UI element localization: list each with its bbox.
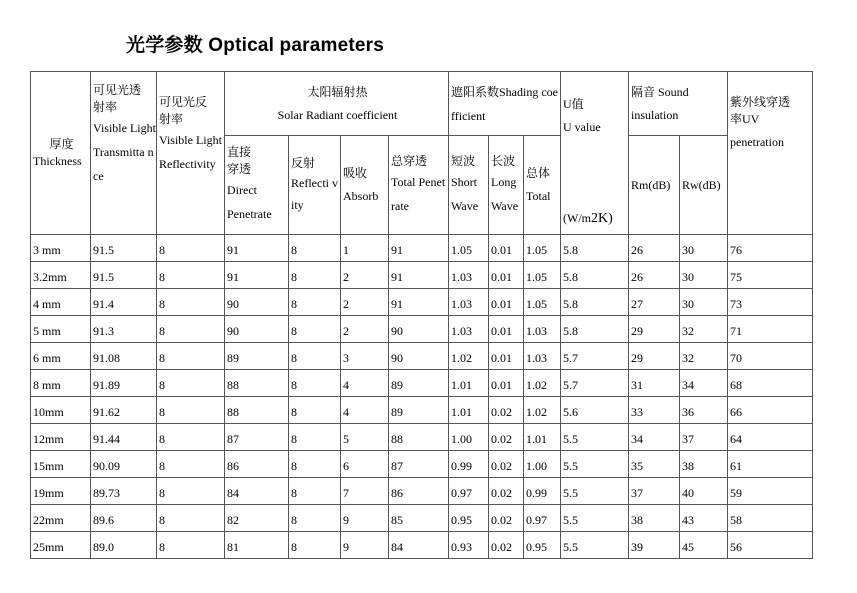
cell-uv-penetration: 71 <box>728 316 813 343</box>
cell-rw: 40 <box>680 478 728 505</box>
cell-visible-transmittance: 89.73 <box>91 478 157 505</box>
cell-reflectivity: 8 <box>289 424 341 451</box>
table-row <box>31 316 813 343</box>
cell-total: 1.02 <box>524 397 561 424</box>
cell-absorb: 2 <box>341 289 389 316</box>
cell-total: 1.01 <box>524 424 561 451</box>
cell-short-wave: 0.93 <box>449 532 489 559</box>
cell-rm: 29 <box>629 343 680 370</box>
cell-rw: 36 <box>680 397 728 424</box>
cell-rm: 31 <box>629 370 680 397</box>
header-rm: Rm(dB) <box>629 136 680 235</box>
cell-total: 1.03 <box>524 316 561 343</box>
cell-visible-reflectivity: 8 <box>157 289 225 316</box>
cell-visible-reflectivity: 8 <box>157 424 225 451</box>
cell-direct-penetrate: 89 <box>225 343 289 370</box>
cell-thickness: 10mm <box>31 397 91 424</box>
cell-absorb: 4 <box>341 397 389 424</box>
cell-reflectivity: 8 <box>289 289 341 316</box>
cell-total-penetrate: 90 <box>389 343 449 370</box>
header-uv-penetration: 紫外线穿透 率UV penetration <box>728 72 813 235</box>
cell-thickness: 5 mm <box>31 316 91 343</box>
table-row <box>31 370 813 397</box>
cell-rm: 38 <box>629 505 680 532</box>
cell-rw: 32 <box>680 316 728 343</box>
cell-rm: 33 <box>629 397 680 424</box>
cell-absorb: 1 <box>341 235 389 262</box>
cell-u-value: 5.5 <box>561 451 629 478</box>
cell-u-value: 5.7 <box>561 343 629 370</box>
cell-visible-transmittance: 91.5 <box>91 262 157 289</box>
cell-absorb: 6 <box>341 451 389 478</box>
cell-rw: 30 <box>680 262 728 289</box>
cell-reflectivity: 8 <box>289 451 341 478</box>
cell-uv-penetration: 68 <box>728 370 813 397</box>
cell-total-penetrate: 91 <box>389 262 449 289</box>
cell-visible-transmittance: 91.4 <box>91 289 157 316</box>
cell-total-penetrate: 89 <box>389 370 449 397</box>
cell-absorb: 5 <box>341 424 389 451</box>
cell-u-value: 5.8 <box>561 262 629 289</box>
cell-rw: 34 <box>680 370 728 397</box>
cell-total-penetrate: 85 <box>389 505 449 532</box>
header-absorb: 吸收 Absorb <box>341 136 389 235</box>
cell-visible-reflectivity: 8 <box>157 397 225 424</box>
cell-total-penetrate: 90 <box>389 316 449 343</box>
cell-reflectivity: 8 <box>289 316 341 343</box>
cell-visible-reflectivity: 8 <box>157 262 225 289</box>
cell-thickness: 25mm <box>31 532 91 559</box>
table-row <box>31 235 813 262</box>
cell-thickness: 4 mm <box>31 289 91 316</box>
cell-uv-penetration: 61 <box>728 451 813 478</box>
cell-rm: 34 <box>629 424 680 451</box>
cell-direct-penetrate: 84 <box>225 478 289 505</box>
cell-u-value: 5.6 <box>561 397 629 424</box>
cell-total-penetrate: 88 <box>389 424 449 451</box>
table-row <box>31 478 813 505</box>
cell-absorb: 9 <box>341 532 389 559</box>
cell-long-wave: 0.02 <box>489 505 524 532</box>
cell-visible-transmittance: 91.3 <box>91 316 157 343</box>
cell-direct-penetrate: 87 <box>225 424 289 451</box>
header-visible-reflectivity: 可见光反 射率 Visible Light Reflectivity <box>157 72 225 235</box>
cell-short-wave: 0.97 <box>449 478 489 505</box>
cell-long-wave: 0.02 <box>489 478 524 505</box>
cell-long-wave: 0.02 <box>489 424 524 451</box>
cell-reflectivity: 8 <box>289 478 341 505</box>
table-row <box>31 532 813 559</box>
cell-rw: 38 <box>680 451 728 478</box>
header-long-wave: 长波 Long Wave <box>489 136 524 235</box>
cell-total: 0.99 <box>524 478 561 505</box>
cell-absorb: 2 <box>341 316 389 343</box>
cell-rm: 27 <box>629 289 680 316</box>
cell-absorb: 2 <box>341 262 389 289</box>
header-shading-coefficient: 遮阳系数Shading coefficient <box>449 72 561 136</box>
header-visible-transmittance: 可见光透 射率 Visible Light Transmitta nce <box>91 72 157 235</box>
header-row-1 <box>31 72 813 136</box>
cell-thickness: 22mm <box>31 505 91 532</box>
cell-visible-reflectivity: 8 <box>157 451 225 478</box>
table-row <box>31 451 813 478</box>
cell-reflectivity: 8 <box>289 262 341 289</box>
cell-uv-penetration: 70 <box>728 343 813 370</box>
cell-total: 1.05 <box>524 235 561 262</box>
cell-uv-penetration: 66 <box>728 397 813 424</box>
cell-direct-penetrate: 91 <box>225 235 289 262</box>
cell-u-value: 5.8 <box>561 289 629 316</box>
cell-short-wave: 1.02 <box>449 343 489 370</box>
table-row <box>31 505 813 532</box>
cell-short-wave: 1.01 <box>449 397 489 424</box>
cell-direct-penetrate: 82 <box>225 505 289 532</box>
cell-rm: 26 <box>629 235 680 262</box>
cell-long-wave: 0.01 <box>489 235 524 262</box>
header-rw: Rw(dB) <box>680 136 728 235</box>
cell-direct-penetrate: 86 <box>225 451 289 478</box>
cell-uv-penetration: 75 <box>728 262 813 289</box>
table-row <box>31 397 813 424</box>
cell-uv-penetration: 76 <box>728 235 813 262</box>
cell-reflectivity: 8 <box>289 343 341 370</box>
cell-u-value: 5.8 <box>561 235 629 262</box>
header-solar-radiant: 太阳辐射热 Solar Radiant coefficient <box>225 72 449 136</box>
table-row <box>31 262 813 289</box>
cell-reflectivity: 8 <box>289 532 341 559</box>
cell-short-wave: 1.03 <box>449 316 489 343</box>
cell-long-wave: 0.01 <box>489 289 524 316</box>
cell-u-value: 5.7 <box>561 370 629 397</box>
cell-reflectivity: 8 <box>289 505 341 532</box>
cell-visible-reflectivity: 8 <box>157 478 225 505</box>
cell-long-wave: 0.02 <box>489 451 524 478</box>
cell-absorb: 3 <box>341 343 389 370</box>
cell-u-value: 5.5 <box>561 532 629 559</box>
cell-total-penetrate: 91 <box>389 289 449 316</box>
cell-rw: 30 <box>680 289 728 316</box>
cell-short-wave: 1.03 <box>449 262 489 289</box>
cell-direct-penetrate: 88 <box>225 397 289 424</box>
cell-total: 1.02 <box>524 370 561 397</box>
cell-total: 1.03 <box>524 343 561 370</box>
cell-absorb: 4 <box>341 370 389 397</box>
cell-total-penetrate: 84 <box>389 532 449 559</box>
cell-total: 1.05 <box>524 262 561 289</box>
cell-total: 0.95 <box>524 532 561 559</box>
cell-reflectivity: 8 <box>289 397 341 424</box>
cell-thickness: 12mm <box>31 424 91 451</box>
header-sound-insulation: 隔音 Sound insulation <box>629 72 728 136</box>
cell-rw: 30 <box>680 235 728 262</box>
cell-direct-penetrate: 91 <box>225 262 289 289</box>
cell-long-wave: 0.02 <box>489 532 524 559</box>
header-u-value: U值 U value (W/m2K) <box>561 72 629 235</box>
cell-rw: 45 <box>680 532 728 559</box>
table-row <box>31 424 813 451</box>
cell-u-value: 5.5 <box>561 478 629 505</box>
cell-absorb: 9 <box>341 505 389 532</box>
cell-visible-reflectivity: 8 <box>157 316 225 343</box>
cell-visible-transmittance: 91.89 <box>91 370 157 397</box>
cell-visible-reflectivity: 8 <box>157 505 225 532</box>
cell-rm: 29 <box>629 316 680 343</box>
cell-rw: 32 <box>680 343 728 370</box>
cell-visible-reflectivity: 8 <box>157 532 225 559</box>
cell-direct-penetrate: 90 <box>225 289 289 316</box>
header-total-penetrate: 总穿透 Total Penetrate <box>389 136 449 235</box>
u-value-unit: (W/m2K) <box>563 211 613 226</box>
cell-u-value: 5.8 <box>561 316 629 343</box>
cell-thickness: 6 mm <box>31 343 91 370</box>
cell-short-wave: 0.95 <box>449 505 489 532</box>
cell-visible-transmittance: 91.62 <box>91 397 157 424</box>
cell-visible-reflectivity: 8 <box>157 370 225 397</box>
cell-rm: 35 <box>629 451 680 478</box>
table-row <box>31 343 813 370</box>
cell-visible-transmittance: 91.08 <box>91 343 157 370</box>
header-reflectivity: 反射 Reflecti vity <box>289 136 341 235</box>
cell-visible-transmittance: 91.5 <box>91 235 157 262</box>
cell-thickness: 19mm <box>31 478 91 505</box>
cell-long-wave: 0.01 <box>489 316 524 343</box>
cell-rw: 37 <box>680 424 728 451</box>
cell-direct-penetrate: 81 <box>225 532 289 559</box>
cell-total-penetrate: 89 <box>389 397 449 424</box>
header-short-wave: 短波 Short Wave <box>449 136 489 235</box>
cell-direct-penetrate: 90 <box>225 316 289 343</box>
cell-reflectivity: 8 <box>289 235 341 262</box>
cell-total-penetrate: 86 <box>389 478 449 505</box>
cell-rm: 37 <box>629 478 680 505</box>
cell-u-value: 5.5 <box>561 505 629 532</box>
cell-thickness: 3 mm <box>31 235 91 262</box>
cell-uv-penetration: 73 <box>728 289 813 316</box>
cell-uv-penetration: 56 <box>728 532 813 559</box>
cell-absorb: 7 <box>341 478 389 505</box>
cell-short-wave: 1.00 <box>449 424 489 451</box>
cell-visible-transmittance: 90.09 <box>91 451 157 478</box>
cell-total: 1.05 <box>524 289 561 316</box>
cell-short-wave: 1.03 <box>449 289 489 316</box>
cell-visible-transmittance: 89.6 <box>91 505 157 532</box>
cell-short-wave: 0.99 <box>449 451 489 478</box>
cell-total: 0.97 <box>524 505 561 532</box>
cell-thickness: 8 mm <box>31 370 91 397</box>
header-thickness: 厚度 Thickness <box>31 72 91 235</box>
cell-thickness: 15mm <box>31 451 91 478</box>
header-total: 总体 Total <box>524 136 561 235</box>
cell-rw: 43 <box>680 505 728 532</box>
cell-long-wave: 0.01 <box>489 262 524 289</box>
cell-total: 1.00 <box>524 451 561 478</box>
cell-thickness: 3.2mm <box>31 262 91 289</box>
cell-visible-transmittance: 89.0 <box>91 532 157 559</box>
cell-u-value: 5.5 <box>561 424 629 451</box>
page-title: 光学参数 Optical parameters <box>126 35 385 56</box>
cell-total-penetrate: 87 <box>389 451 449 478</box>
cell-visible-reflectivity: 8 <box>157 343 225 370</box>
cell-rm: 39 <box>629 532 680 559</box>
table-body <box>31 235 813 559</box>
cell-uv-penetration: 59 <box>728 478 813 505</box>
header-direct-penetrate: 直接 穿透 Direct Penetrate <box>225 136 289 235</box>
cell-rm: 26 <box>629 262 680 289</box>
table-row <box>31 289 813 316</box>
optical-parameters-table <box>30 71 813 559</box>
cell-visible-reflectivity: 8 <box>157 235 225 262</box>
cell-visible-transmittance: 91.44 <box>91 424 157 451</box>
cell-short-wave: 1.05 <box>449 235 489 262</box>
cell-uv-penetration: 58 <box>728 505 813 532</box>
cell-long-wave: 0.01 <box>489 370 524 397</box>
cell-long-wave: 0.01 <box>489 343 524 370</box>
cell-uv-penetration: 64 <box>728 424 813 451</box>
cell-reflectivity: 8 <box>289 370 341 397</box>
cell-short-wave: 1.01 <box>449 370 489 397</box>
cell-total-penetrate: 91 <box>389 235 449 262</box>
cell-direct-penetrate: 88 <box>225 370 289 397</box>
cell-long-wave: 0.02 <box>489 397 524 424</box>
